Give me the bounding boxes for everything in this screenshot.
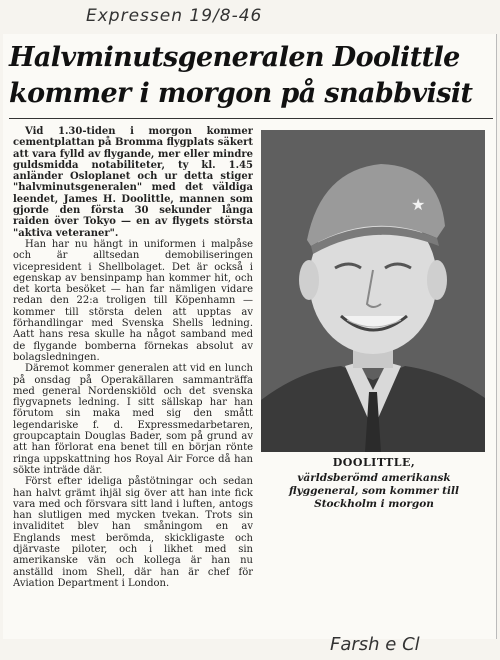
- article-paragraph-lead: Vid 1.30-tiden i morgon kommer cementplattan på Bromma flygplats säkert att vara fylld av flygande, mer eller mindre guldsmidda notabiliteter, ty kl. 1.45 anländer Osloplanet och ur detta stiger "halvminutsgeneralen" med det väldiga leendet, James H. Doolittle, mannen som gjorde den första 30 sekunder långa raiden över Tokyo — en av flygets största "aktiva veteraner".: [13, 126, 253, 239]
- portrait-illustration: [261, 130, 485, 452]
- handwritten-date-note: Expressen 19/8-46: [86, 6, 263, 26]
- photo-caption: [261, 456, 487, 511]
- newspaper-clipping: [3, 34, 497, 639]
- article-paragraph: Han har nu hängt in uniformen i malpåse och är alltsedan demobiliseringen vicepresident i Shellbolaget. Det är också i egenskap av bensinpamp han kommer hit, och det korta besöket — han far nämligen vidare redan den 22:a troligen till Köpenhamn — kommer till största delen att upptas av förhandlingar med Svenska Shells ledning. Aatt hans resa skulle ha något samband med de flygande bomberna förnekas absolut av bolagsledningen.: [13, 238, 253, 363]
- svg-text:★: ★: [411, 195, 426, 214]
- article-paragraph: Däremot kommer generalen att vid en lunch på onsdag på Operakällaren sammanträffa med general Nordenskiöld och det svenska flygvapnets ledning. I sitt sällskap har han förutom sin maka med sig den smått legendariske f. d. Expressmedarbetaren, groupcaptain Douglas Bader, som på grund av att han förlorat ena benet till en början rönte ringa uppskattning hos Royal Air Force då han sökte inträde där.: [13, 363, 253, 476]
- headline-divider: [9, 118, 493, 119]
- headline: [9, 40, 493, 112]
- headline-line-2: kommer i morgon på snabbvisit: [9, 78, 473, 109]
- caption-text: världsberömd amerikansk flyggeneral, som kommer till Stockholm i morgon: [289, 472, 459, 510]
- handwritten-note-bottom: Farsh e Cl: [330, 634, 420, 655]
- doolittle-portrait-photo: [261, 130, 485, 452]
- article-paragraph: Först efter ideliga påstötningar och sedan han halvt grämt ihjäl sig över att han inte fick vara med och försvara sitt land i luften, antogs han slutligen med mycken tvekan. Trots sin invaliditet blev han småningom en av Englands mest berömda, skickligaste och djärvaste piloter, och i likhet med sin amerikanske vän och kollega är han nu anställd inom Shell, där han är chef för Aviation Department i London.: [13, 476, 253, 589]
- headline-line-1: Halvminutsgeneralen Doolittle: [9, 42, 460, 73]
- article-body: [13, 126, 253, 638]
- caption-name: DOOLITTLE,: [332, 456, 416, 469]
